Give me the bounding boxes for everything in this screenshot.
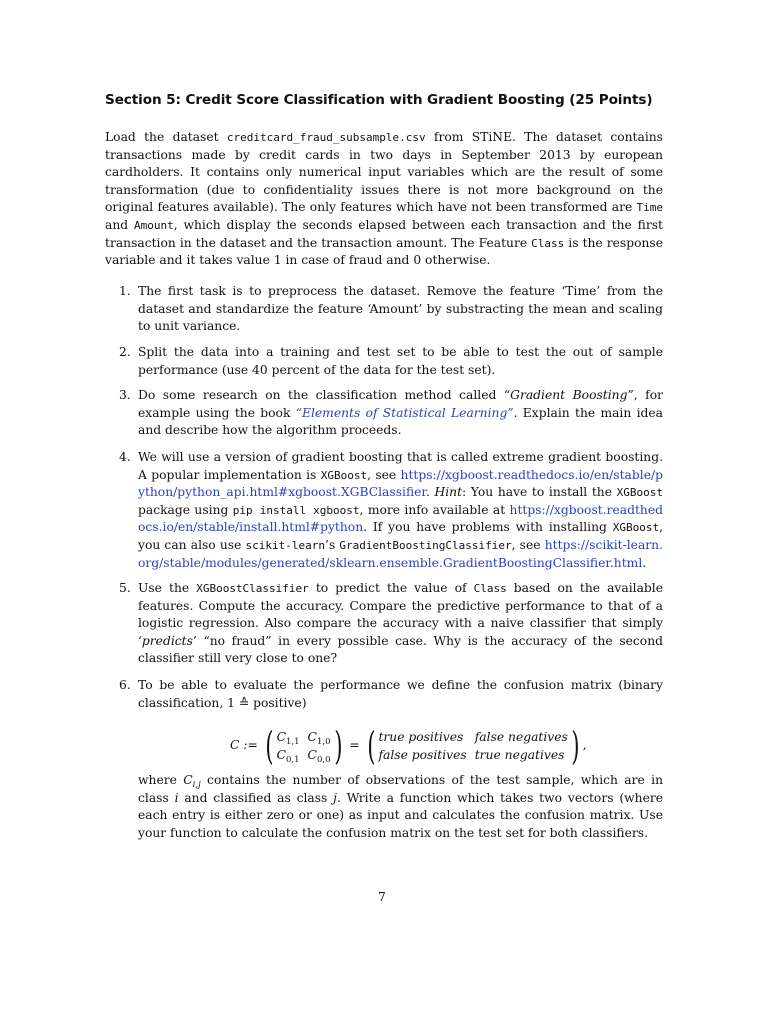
equation-lhs: C :=: [230, 738, 258, 753]
section-heading: Section 5: Credit Score Classification with Gradient Boosting (25 Points): [105, 92, 653, 108]
list-item-5: [105, 580, 663, 668]
matrix-cell: $C_{0,0}$: [307, 748, 331, 765]
pip-install-command: pip install xgboost: [232, 503, 360, 517]
item-number: 5.: [119, 581, 131, 595]
matrix-cell: $C_{1,0}$: [307, 730, 331, 747]
matrix-cell-tn: true negatives: [474, 748, 565, 762]
item-text: To be able to evaluate the performance we define the confusion matrix (binary classification, 1 ≙ positive): [138, 678, 663, 710]
matrix-cell: $C_{1,1}$: [276, 730, 300, 747]
intro-text: is the response variable and it takes value 1 in case of fraud and 0 otherwise.: [105, 235, 663, 268]
matrix-cell-fn: false negatives: [474, 730, 568, 744]
item-number: 3.: [119, 388, 131, 402]
item-text: We will use a version of gradient boosting that is called extreme gradient boosting. A popular implementation is XGBoost, see https://xgboost.readthedocs.io/en/stable/python/python_api.html#xgboost.XGBClassifier. Hint: You have to install the XGBoost package using pip install xgboost, more info available at https://xgboost.readthedocs.io/en/stable/install.html#python. If you have problems with installing XGBoost, you can also use scikit-learn’s GradientBoostingClassifier, see https://scikit-learn.org/stable/modules/generated/sklearn.ensemble.GradientBoostingClassifier.html.: [138, 450, 663, 570]
sklearn-docs-link[interactable]: https://scikit-learn.org/stable/modules/generated/sklearn.ensemble.GradientBoostingClassifier.html: [138, 537, 663, 570]
item-number: 2.: [119, 345, 131, 359]
left-paren: (: [265, 724, 274, 768]
book-link[interactable]: “Elements of Statistical Learning”: [295, 405, 514, 420]
dataset-filename: creditcard_fraud_subsample.csv: [226, 131, 426, 144]
left-paren: (: [366, 724, 376, 768]
equals-sign: =: [349, 738, 360, 753]
list-item-6-continued: [105, 772, 663, 842]
xgbclassifier-docs-link[interactable]: https://xgboost.readthedocs.io/en/stable/python/python_api.html#xgboost.XGBClassifier: [138, 467, 663, 500]
equation-comma: ,: [582, 738, 587, 753]
xgboost-code: XGBoost: [612, 521, 660, 535]
scikit-learn-code: scikit-learn: [245, 538, 326, 552]
xgboost-classifier-code: XGBoostClassifier: [196, 582, 309, 595]
xgboost-code: XGBoost: [616, 486, 663, 500]
xgboost-code: XGBoost: [320, 468, 368, 482]
confusion-matrix-equation: [230, 723, 650, 769]
matrix-cell: $C_{0,1}$: [276, 748, 300, 765]
list-item-1: [105, 283, 663, 336]
matrix-cell-fp: false positives: [378, 748, 467, 762]
item-text: The first task is to preprocess the dataset. Remove the feature ‘Time’ from the dataset and standardize the feature ‘Amount’ by substracting the mean and scaling to unit variance.: [138, 284, 663, 334]
intro-text: and: [105, 217, 134, 232]
xgboost-install-link[interactable]: https://xgboost.readthedocs.io/en/stable/install.html#python: [138, 502, 663, 535]
class-code: Class: [473, 582, 507, 595]
feature-class-code: Class: [531, 236, 565, 250]
feature-amount-code: Amount: [133, 218, 174, 232]
matrix-cell-tp: true positives: [378, 730, 464, 744]
predicts-term: predicts: [141, 633, 193, 648]
item-number: 6.: [119, 678, 131, 692]
feature-time-code: Time: [636, 201, 663, 215]
intro-paragraph: [105, 129, 663, 270]
item-text: Use the XGBoostClassifier to predict the value of Class based on the available features. Compute the accuracy. Compare the predictive performance to that of a logistic regression. Also compare the accuracy with a naive classifier that simply ‘predicts’ “no fraud” in every possible case. Why is the accuracy of the second classifier still very close to one?: [138, 581, 663, 666]
list-item-2: [105, 344, 663, 379]
item-number: 1.: [119, 284, 131, 298]
symbol-matrix: [277, 728, 331, 764]
item-text: where $C_{i,j}$ contains the number of observations of the test sample, which are in class i and classified as class j. Write a function which takes two vectors (where each entry is either zero or one) as input and calculates the confusion matrix. Use your function to calculate the confusion matrix on the test set for both classifiers.: [138, 773, 663, 840]
list-item-4: [105, 449, 663, 572]
label-matrix: [378, 728, 567, 764]
list-item-3: [105, 387, 663, 440]
page-number: 7: [378, 890, 386, 904]
intro-text: , which display the seconds elapsed between each transaction and the first transaction in the dataset and the transaction amount. The Feature: [105, 217, 663, 250]
right-paren: ): [333, 724, 342, 768]
hint-label: Hint: [434, 485, 463, 500]
list-item-6: [105, 677, 663, 712]
intro-text: Load the dataset: [105, 130, 227, 144]
item-text: Split the data into a training and test set to be able to test the out of sample performance (use 40 percent of the data for the test set).: [138, 345, 663, 377]
gradient-boosting-classifier-code: GradientBoostingClassifier: [339, 538, 512, 552]
gradient-boosting-term: Gradient Boosting: [510, 388, 628, 402]
item-number: 4.: [119, 450, 131, 464]
item-text: Do some research on the classification method called “Gradient Boosting”, for example using the book “Elements of Statistical Learning”. Explain the main idea and describe how the algorithm proceeds.: [138, 388, 663, 438]
intro-text: from STiNE. The dataset contains transactions made by credit cards in two days in September 2013 by european cardholders. It contains only numerical input variables which are the result of some transformation (due to confidentiality issues there is not more background on the original features available). The only features which have not been transformed are: [105, 130, 663, 215]
right-paren: ): [571, 724, 580, 768]
